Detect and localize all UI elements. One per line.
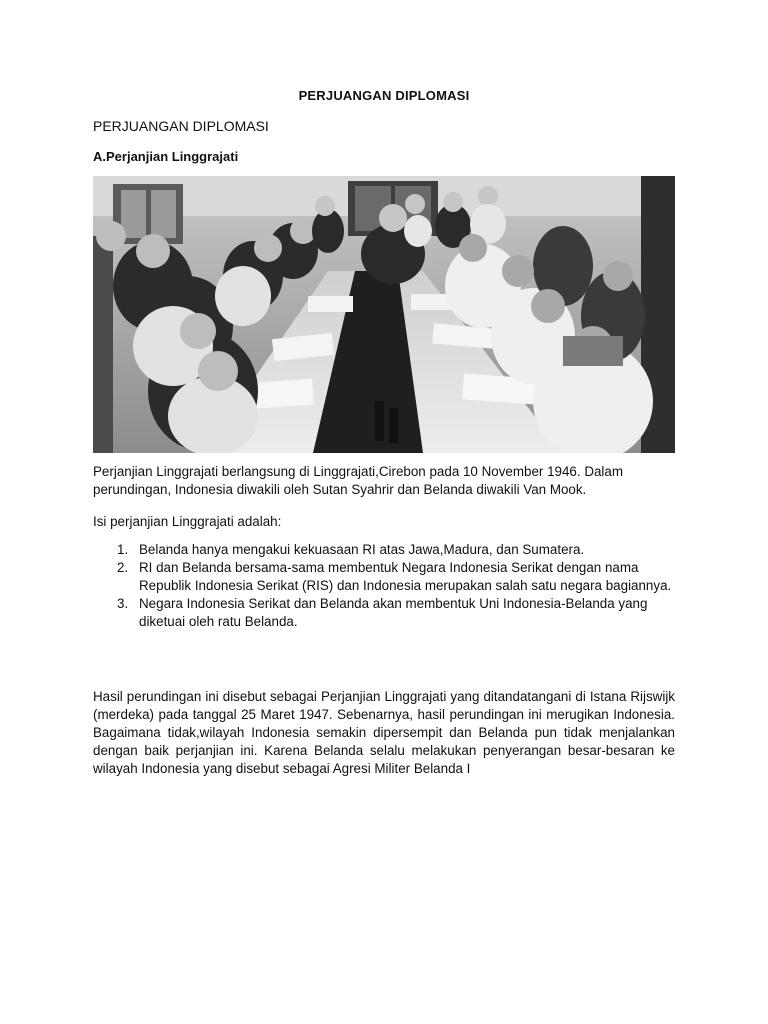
- document-subtitle: PERJUANGAN DIPLOMASI: [93, 118, 269, 134]
- list-item: [93, 595, 675, 631]
- paragraph-list-intro: Isi perjanjian Linggrajati adalah:: [93, 514, 282, 529]
- list-item-text: RI dan Belanda bersama-sama membentuk Negara Indonesia Serikat dengan nama Republik Indonesia Serikat (RIS) dan Indonesia merupakan salah satu negara bagiannya.: [139, 560, 672, 593]
- meeting-photo: [93, 176, 675, 453]
- list-item-text: Belanda hanya mengakui kekuasaan RI atas Jawa,Madura, dan Sumatera.: [139, 542, 585, 557]
- document-title: PERJUANGAN DIPLOMASI: [298, 88, 470, 103]
- list-item-text: Negara Indonesia Serikat dan Belanda akan membentuk Uni Indonesia-Belanda yang diketuai oleh ratu Belanda.: [139, 596, 648, 629]
- list-item-number: 1.: [117, 542, 129, 557]
- agreement-points-list: [93, 541, 675, 631]
- list-item-number: 3.: [117, 596, 129, 611]
- meeting-photo-illustration: [93, 176, 675, 453]
- section-heading: A.Perjanjian Linggrajati: [93, 149, 239, 164]
- list-item: [93, 541, 675, 559]
- paragraph-intro: Perjanjian Linggrajati berlangsung di Linggrajati,Cirebon pada 10 November 1946. Dalam perundingan, Indonesia diwakili oleh Sutan Syahrir dan Belanda diwakili Van Mook.: [93, 464, 624, 497]
- paragraph-result: Hasil perundingan ini disebut sebagai Perjanjian Linggrajati yang ditandatangani di Istana Rijswijk (merdeka) pada tanggal 25 Maret 1947. Sebenarnya, hasil perundingan ini merugikan Indonesia. Bagaimana tidak,wilayah Indonesia semakin dipersempit dan Belanda pun tidak menjalankan dengan baik perjanjian ini. Karena Belanda selalu melakukan penyerangan besar-besaran ke wilayah Indonesia yang disebut sebagai Agresi Militer Belanda I: [93, 689, 675, 776]
- list-item: [93, 559, 675, 595]
- list-item-number: 2.: [117, 560, 129, 575]
